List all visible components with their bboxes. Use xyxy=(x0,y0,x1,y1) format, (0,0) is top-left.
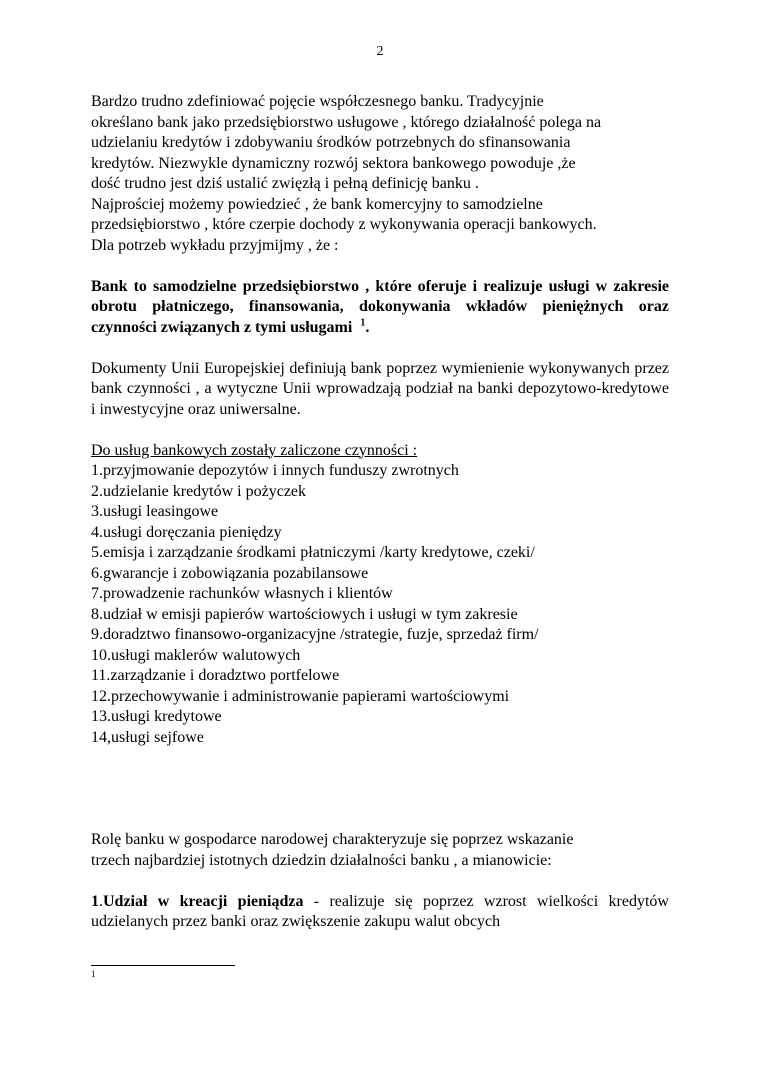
point-1-number: 1 xyxy=(91,892,99,910)
role-paragraph xyxy=(91,830,669,871)
footnote-marker: 1 xyxy=(91,969,96,979)
intro-line: Najprościej możemy powiedzieć , że bank komercyjny to samodzielne xyxy=(91,195,543,213)
footnote-separator xyxy=(91,965,235,966)
point-1-paragraph xyxy=(91,892,669,933)
intro-line: Dla potrzeb wykładu przyjmijmy , że : xyxy=(91,236,339,254)
list-item: 6.gwarancje i zobowiązania pozabilansowe xyxy=(91,564,369,582)
intro-paragraph xyxy=(91,92,669,256)
intro-line: Bardzo trudno zdefiniować pojęcie współczesnego banku. Tradycyjnie xyxy=(91,93,544,110)
list-item: 9.doradztwo finansowo-organizacyjne /strategie, fuzje, sprzedaż firm/ xyxy=(91,626,539,643)
intro-line: dość trudno jest dziś ustalić zwięzłą i pełną definicję banku . xyxy=(91,175,479,192)
point-1-dot: . xyxy=(99,892,103,910)
list-item: 1.przyjmowanie depozytów i innych funduszy zwrotnych xyxy=(91,462,459,479)
list-item: 14,usługi sejfowe xyxy=(91,728,204,746)
point-1-text: - realizuje się poprzez wzrost wielkości kredytów udzielanych przez banki oraz zwiększenie zakupu walut obcych xyxy=(91,892,669,930)
list-item: 11.zarządzanie i doradztwo portfelowe xyxy=(91,667,340,684)
intro-line: kredytów. Niezwykle dynamiczny rozwój sektora bankowego powoduje ,że xyxy=(91,154,576,172)
bank-definition-text: Bank to samodzielne przedsiębiorstwo , które oferuje i realizuje usługi w zakresie obrotu płatniczego, finansowania, dokonywania wkładów pieniężnych oraz czynności związanych z tymi usługami xyxy=(91,277,669,336)
services-list xyxy=(91,461,669,748)
list-item: 12.przechowywanie i administrowanie papierami wartościowymi xyxy=(91,687,510,705)
role-line: Rolę banku w gospodarce narodowej charakteryzuje się poprzez wskazanie xyxy=(91,831,574,848)
page-number: 2 xyxy=(376,44,384,59)
list-item: 5.emisja i zarządzanie środkami płatniczymi /karty kredytowe, czeki/ xyxy=(91,544,535,561)
intro-line: określano bank jako przedsiębiorstwo usługowe , którego działalność polega na xyxy=(91,113,602,131)
page-body xyxy=(91,92,669,933)
intro-line: udzielaniu kredytów i zdobywaniu środków potrzebnych do sfinansowania xyxy=(91,134,571,151)
list-item: 10.usługi maklerów walutowych xyxy=(91,646,301,664)
footnote-reference[interactable]: 1 xyxy=(360,317,366,329)
intro-line: przedsiębiorstwo , które czerpie dochody z wykonywania operacji bankowych. xyxy=(91,216,597,233)
bank-definition-end: . xyxy=(365,318,370,336)
list-item: 3.usługi leasingowe xyxy=(91,503,219,520)
services-heading: Do usług bankowych zostały zaliczone czynności : xyxy=(91,441,418,459)
list-item: 8.udział w emisji papierów wartościowych i usługi w tym zakresie xyxy=(91,605,518,623)
list-item: 2.udzielanie kredytów i pożyczek xyxy=(91,482,307,500)
eu-paragraph: Dokumenty Unii Europejskiej definiują bank poprzez wymienienie wykonywanych przez bank czynności , a wytyczne Unii wprowadzają podział na banki depozytowo-kredytowe i inwestycyjne oraz uniwersalne. xyxy=(91,359,669,418)
role-line: trzech najbardziej istotnych dziedzin działalności banku , a mianowicie: xyxy=(91,851,552,869)
list-item: 7.prowadzenie rachunków własnych i klientów xyxy=(91,585,393,602)
bank-definition xyxy=(91,277,669,339)
point-1-title: Udział w kreacji pieniądza xyxy=(103,892,304,910)
list-item: 4.usługi doręczania pieniędzy xyxy=(91,523,282,541)
list-item: 13.usługi kredytowe xyxy=(91,708,222,725)
